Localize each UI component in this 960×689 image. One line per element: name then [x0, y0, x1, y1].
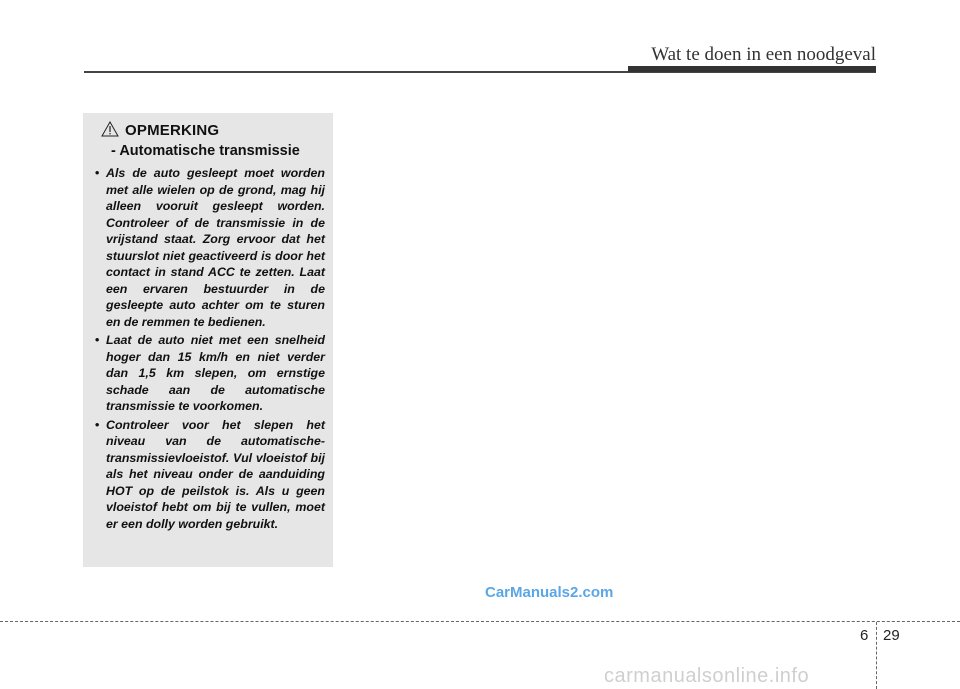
note-header	[93, 121, 325, 139]
note-box	[83, 113, 333, 567]
header-rule-accent	[628, 66, 876, 72]
note-bullet-1: • Als de auto gesleept moet worden met alle wielen op de grond, mag hij alleen vooruit gesleept worden. Controleer of de transmissie in de vrijstand staat. Zorg ervoor dat het stuurslot niet geactiveerd is door het contact in stand ACC te zetten. Laat een ervaren bestuurder in de gesleepte auto achter om te sturen en de remmen te bedienen.	[93, 165, 325, 330]
footer-divider	[876, 622, 877, 689]
note-bullet-list	[93, 165, 325, 532]
note-title: OPMERKING	[125, 122, 220, 139]
note-bullet-2: • Laat de auto niet met een snelheid hoger dan 15 km/h en niet verder dan 1,5 km slepen, om ernstige schade aan de automatische transmissie te voorkomen.	[93, 332, 325, 415]
note-subtitle: - Automatische transmissie	[111, 143, 300, 159]
footer-rule	[0, 621, 960, 622]
watermark-link[interactable]: CarManuals2.com	[485, 584, 614, 601]
page-number: 29	[883, 627, 900, 644]
note-bullet-3: • Controleer voor het slepen het niveau van de automatische-transmissievloeistof. Vul vloeistof bij als het niveau onder de aanduiding HOT op de peilstok is. Als u geen vloeistof hebt om bij te vullen, moet er een dolly worden gebruikt.	[93, 417, 325, 533]
warning-triangle-icon	[101, 121, 119, 137]
footer-site-watermark: carmanualsonline.info	[604, 665, 810, 687]
section-title: Wat te doen in een noodgeval	[651, 44, 876, 65]
chapter-number: 6	[860, 627, 869, 644]
